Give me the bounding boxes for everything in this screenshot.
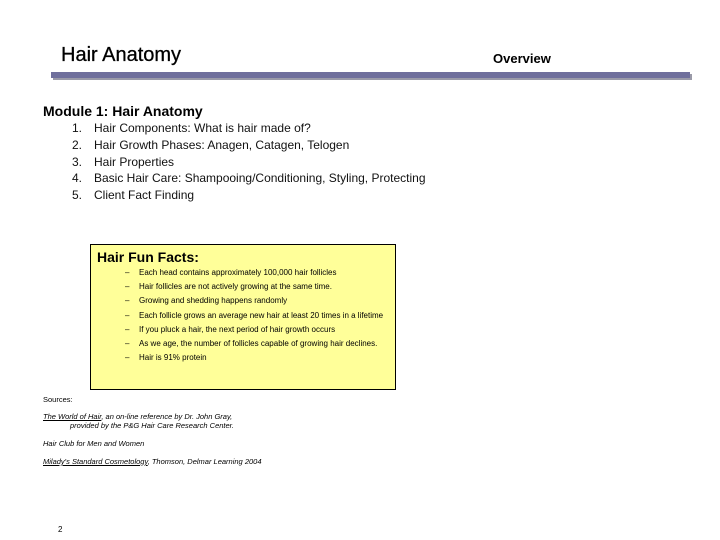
page-number: 2	[58, 525, 63, 534]
dash-bullet-icon: –	[125, 338, 130, 348]
list-item	[72, 155, 426, 172]
header-rule	[51, 72, 690, 78]
dash-bullet-icon: –	[125, 324, 130, 334]
fact-item	[125, 325, 387, 334]
sources-label: Sources:	[43, 395, 73, 404]
list-item	[72, 138, 426, 155]
fact-text: Each follicle grows an average new hair at least 20 times in a lifetime	[139, 310, 384, 320]
list-text: Hair Growth Phases: Anagen, Catagen, Telogen	[94, 137, 350, 152]
source-detail-line2: provided by the P&G Hair Care Research Center.	[70, 421, 234, 430]
fact-item	[125, 353, 387, 362]
list-text: Basic Hair Care: Shampooing/Conditioning, Styling, Protecting	[94, 171, 426, 186]
fun-facts-title: Hair Fun Facts:	[97, 249, 199, 265]
fact-text: Each head contains approximately 100,000 hair follicles	[139, 268, 337, 277]
dash-bullet-icon: –	[125, 353, 130, 363]
fact-text: As we age, the number of follicles capable of growing hair declines.	[139, 338, 378, 348]
source-item	[43, 412, 363, 430]
fact-text: Hair follicles are not actively growing at the same time.	[139, 282, 332, 292]
list-item	[72, 121, 426, 138]
dash-bullet-icon: –	[125, 310, 130, 320]
fact-text: Growing and shedding happens randomly	[139, 296, 288, 306]
sources-section	[43, 395, 363, 475]
fact-item	[125, 311, 387, 320]
list-number: 2.	[72, 137, 83, 152]
source-item	[43, 457, 363, 466]
fun-facts-box	[90, 244, 396, 390]
source-title: The World of Hair	[43, 412, 102, 421]
fun-facts-list	[125, 268, 387, 367]
source-detail: Hair Club for Men and Women	[43, 439, 145, 448]
list-text: Hair Components: What is hair made of?	[94, 121, 311, 135]
list-text: Client Fact Finding	[94, 188, 195, 203]
fact-item	[125, 282, 387, 291]
dash-bullet-icon: –	[125, 282, 130, 292]
fact-item	[125, 268, 387, 277]
slide-title: Hair Anatomy	[61, 44, 182, 66]
fact-item	[125, 296, 387, 305]
list-number: 3.	[72, 154, 83, 169]
source-title: Milady's Standard Cosmetology	[43, 457, 148, 466]
list-text: Hair Properties	[94, 154, 175, 169]
source-detail: , Thomson, Delmar Learning 2004	[147, 457, 262, 466]
list-number: 5.	[72, 188, 83, 203]
list-item	[72, 188, 426, 205]
fact-item	[125, 339, 387, 348]
fact-text: If you pluck a hair, the next period of hair growth occurs	[139, 324, 336, 334]
list-number: 4.	[72, 171, 83, 186]
list-number: 1.	[72, 121, 83, 135]
source-detail: , an on-line reference by Dr. John Gray,	[101, 412, 233, 421]
fact-text: Hair is 91% protein	[139, 353, 207, 363]
module-topic-list	[72, 121, 426, 205]
section-label: Overview	[493, 51, 551, 66]
dash-bullet-icon: –	[125, 268, 130, 277]
dash-bullet-icon: –	[125, 296, 130, 306]
list-item	[72, 171, 426, 188]
module-title: Module 1: Hair Anatomy	[43, 103, 203, 119]
source-item	[43, 439, 363, 448]
